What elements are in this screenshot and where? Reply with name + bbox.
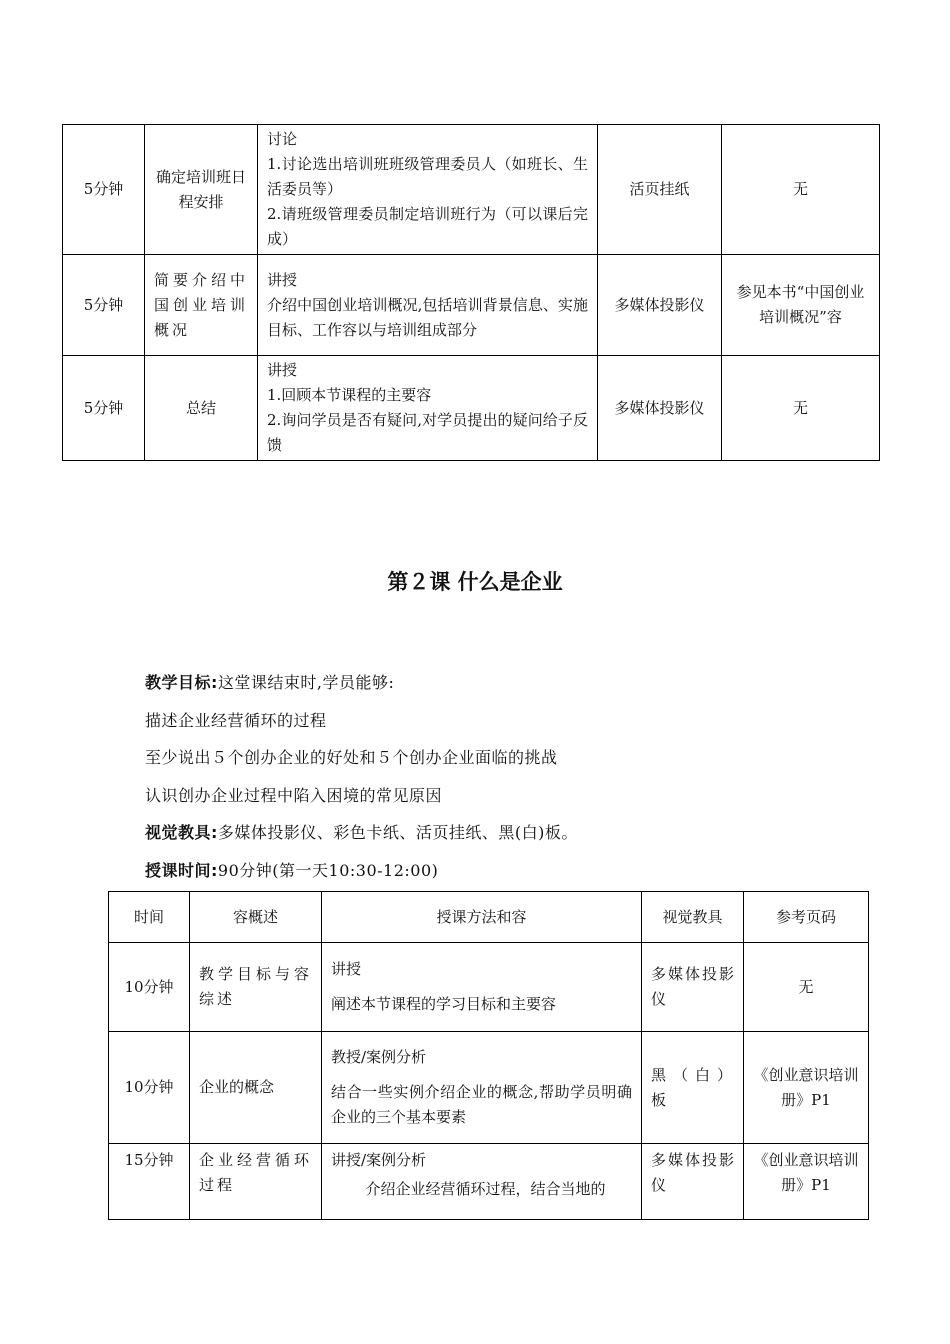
method-body: 阐述本节课程的学习目标和主要容 bbox=[331, 995, 557, 1013]
table-row bbox=[63, 255, 880, 356]
topic-cell: 企业的概念 bbox=[190, 1032, 322, 1144]
table-row bbox=[109, 1144, 869, 1220]
header-time: 时间 bbox=[109, 892, 190, 943]
aids-cell: 黑（白）板 bbox=[642, 1032, 744, 1144]
lesson-plan-table bbox=[108, 891, 869, 1220]
topic-cell: 教学目标与容综述 bbox=[190, 943, 322, 1032]
method-cell bbox=[258, 255, 598, 356]
table-row bbox=[109, 943, 869, 1032]
method-line: 讲授 bbox=[267, 361, 298, 379]
table-row bbox=[63, 356, 880, 461]
method-cell bbox=[322, 1144, 642, 1220]
ref-cell: 无 bbox=[744, 943, 869, 1032]
time-cell: 10分钟 bbox=[109, 943, 190, 1032]
topic-cell: 确定培训班日程安排 bbox=[145, 125, 258, 255]
method-line: 2.请班级管理委员制定培训班行为（可以课后完成） bbox=[267, 205, 588, 248]
topic-cell: 简要介绍中国创业培训概况 bbox=[145, 255, 258, 356]
time-cell: 15分钟 bbox=[109, 1144, 190, 1220]
table-row bbox=[109, 1032, 869, 1144]
method-line: 讲授 bbox=[267, 270, 298, 289]
ref-cell: 《创业意识培训册》P1 bbox=[744, 1032, 869, 1144]
visual-aids-line bbox=[145, 820, 885, 858]
aids-cell: 多媒体投影仪 bbox=[642, 1144, 744, 1220]
objective-heading bbox=[145, 670, 885, 708]
method-cell bbox=[258, 125, 598, 255]
time-cell: 5分钟 bbox=[63, 125, 145, 255]
objective-text: 这堂课结束时,学员能够: bbox=[217, 673, 395, 692]
aids-cell: 多媒体投影仪 bbox=[642, 943, 744, 1032]
lesson-time-text: 90分钟(第一天10:30-12:00) bbox=[217, 860, 439, 880]
method-cell bbox=[258, 356, 598, 461]
method-line: 2.询问学员是否有疑问,对学员提出的疑问给子反馈 bbox=[267, 411, 588, 454]
objective-label: 教学目标: bbox=[145, 673, 218, 692]
time-cell: 5分钟 bbox=[63, 255, 145, 356]
method-head: 讲授/案例分析 bbox=[331, 1151, 427, 1169]
time-cell: 5分钟 bbox=[63, 356, 145, 461]
table-row bbox=[63, 125, 880, 255]
objective-item: 描述企业经营循环的过程 bbox=[145, 710, 327, 730]
method-line: 1.回顾本节课程的主要容 bbox=[267, 386, 432, 404]
method-head: 讲授 bbox=[331, 960, 362, 978]
aids-cell: 多媒体投影仪 bbox=[598, 255, 722, 356]
table-header-row bbox=[109, 892, 869, 943]
header-method: 授课方法和容 bbox=[322, 892, 642, 943]
header-topic: 容概述 bbox=[190, 892, 322, 943]
header-ref: 参考页码 bbox=[744, 892, 869, 943]
ref-cell: 无 bbox=[722, 125, 880, 255]
method-line: 介绍中国创业培训概况,包括培训背景信息、实施目标、工作容以与培训组成部分 bbox=[267, 295, 588, 339]
objective-item: 至少说出５个创办企业的好处和５个创办企业面临的挑战 bbox=[145, 748, 558, 767]
ref-cell: 参见本书“中国创业培训概况”容 bbox=[722, 255, 880, 356]
method-body: 介绍企业经营循环过程，结合当地的 bbox=[365, 1180, 606, 1198]
method-cell bbox=[322, 943, 642, 1032]
method-body: 结合一些实例介绍企业的概念,帮助学员明确企业的三个基本要素 bbox=[331, 1083, 632, 1126]
method-head: 教授/案例分析 bbox=[331, 1048, 427, 1066]
header-aids: 视觉教具 bbox=[642, 892, 744, 943]
method-cell bbox=[322, 1032, 642, 1144]
visual-aids-label: 视觉教具: bbox=[145, 823, 218, 842]
method-line: 讨论 bbox=[267, 130, 298, 148]
aids-cell: 活页挂纸 bbox=[598, 125, 722, 255]
lesson-time-line bbox=[145, 858, 885, 896]
time-cell: 10分钟 bbox=[109, 1032, 190, 1144]
visual-aids-text: 多媒体投影仪、彩色卡纸、活页挂纸、黑(白)板。 bbox=[217, 823, 578, 842]
topic-cell: 企业经营循环过程 bbox=[190, 1144, 322, 1220]
schedule-table-continued bbox=[62, 124, 880, 461]
aids-cell: 多媒体投影仪 bbox=[598, 356, 722, 461]
lesson-time-label: 授课时间: bbox=[145, 860, 218, 880]
lesson-title: 第２课 什么是企业 bbox=[387, 570, 563, 594]
ref-cell: 《创业意识培训册》P1 bbox=[744, 1144, 869, 1220]
topic-cell: 总结 bbox=[145, 356, 258, 461]
lesson-info bbox=[145, 670, 885, 895]
objective-item: 认识创办企业过程中陷入困境的常见原因 bbox=[145, 785, 443, 805]
method-line: 1.讨论选出培训班班级管理委员人（如班长、生活委员等） bbox=[267, 155, 588, 198]
ref-cell: 无 bbox=[722, 356, 880, 461]
